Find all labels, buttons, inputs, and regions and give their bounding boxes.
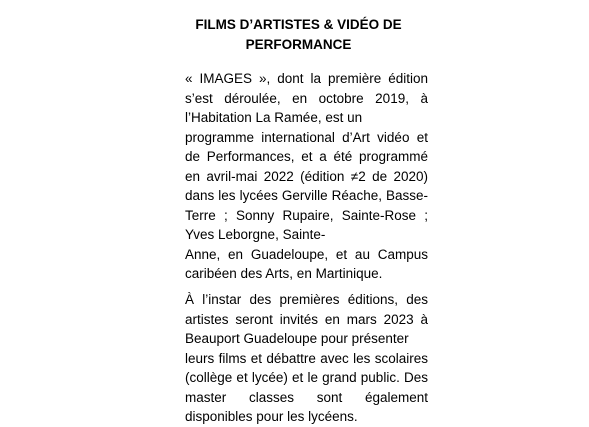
title-line: FILMS D’ARTISTES & VIDÉO DE: [195, 17, 402, 32]
text-line: master classes sont également: [185, 389, 428, 405]
text-line: programme international d’Art vidéo et: [185, 129, 428, 145]
text-line: (collège et lycée) et le grand public. Des: [185, 370, 428, 385]
text-line: caribéen des Arts, en Martinique.: [185, 266, 383, 281]
text-line: dans les lycées Gerville Réache, Basse-: [185, 188, 428, 203]
text-line: en avril-mai 2022 (édition ≠2 de 2020): [185, 168, 428, 184]
text-line: disponibles pour les lycéens.: [185, 409, 358, 424]
text-line: Terre ; Sonny Rupaire, Sainte-Rose ;: [185, 207, 428, 223]
document-title: [172, 15, 425, 55]
text-line: « IMAGES », dont la première édition: [185, 71, 428, 86]
text-line: s’est déroulée, en octobre 2019, à: [185, 90, 428, 106]
text-line: Beauport Guadeloupe pour présenter: [185, 331, 409, 346]
text-line: de Performances, et a été programmé: [185, 149, 428, 164]
text-line: leurs films et débattre avec les scolaires: [185, 350, 428, 366]
paragraph-intro: [185, 69, 428, 284]
text-line: l’Habitation La Ramée, est un: [185, 110, 363, 125]
text-line: À l’instar des premières éditions, des: [185, 292, 428, 307]
text-line: artistes seront invités en mars 2023 à: [185, 311, 428, 327]
title-line: PERFORMANCE: [245, 37, 352, 52]
paragraph-artists: [185, 290, 428, 427]
text-line: Yves Leborgne, Sainte-: [185, 227, 326, 242]
text-line: Anne, en Guadeloupe, et au Campus: [185, 246, 428, 262]
